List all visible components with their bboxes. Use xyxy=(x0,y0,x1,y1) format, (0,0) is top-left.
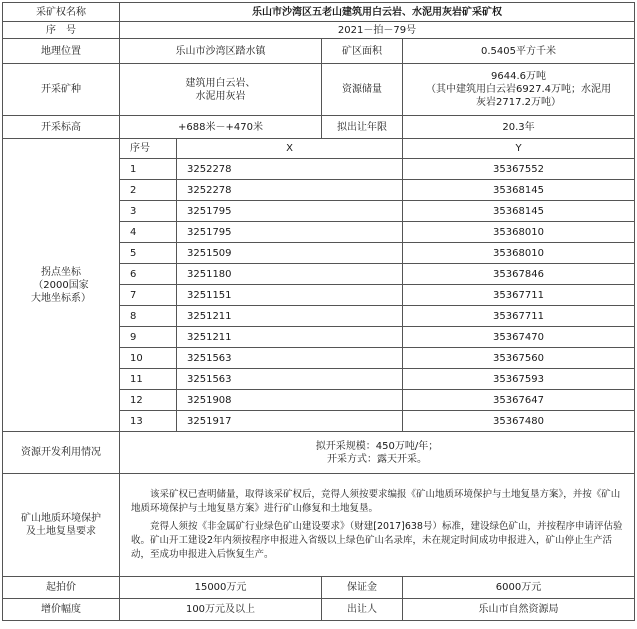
value-area: 0.5405平方千米 xyxy=(403,39,635,64)
coord-y: 35368010 xyxy=(403,243,635,264)
value-environment xyxy=(120,474,635,577)
value-seq: 2021－拍－79号 xyxy=(120,22,635,39)
label-reserves: 资源储量 xyxy=(322,64,403,116)
coord-seq: 11 xyxy=(120,369,177,390)
coord-seq: 6 xyxy=(120,264,177,285)
coord-seq: 8 xyxy=(120,306,177,327)
label-deposit: 保证金 xyxy=(322,577,403,599)
value-term: 20.3年 xyxy=(403,116,635,139)
coord-y: 35367647 xyxy=(403,390,635,411)
coord-seq: 9 xyxy=(120,327,177,348)
label-coords: 拐点坐标 （2000国家 大地坐标系） xyxy=(3,139,120,432)
label-term: 拟出让年限 xyxy=(322,116,403,139)
value-mine-name: 乐山市沙湾区五老山建筑用白云岩、水泥用灰岩矿采矿权 xyxy=(120,3,635,22)
value-resource-use: 拟开采规模：450万吨/年； 开采方式：露天开采。 xyxy=(120,432,635,474)
label-start-price: 起拍价 xyxy=(3,577,120,599)
coord-y: 35367470 xyxy=(403,327,635,348)
coord-y: 35368010 xyxy=(403,222,635,243)
value-reserves: 9644.6万吨 （其中建筑用白云岩6927.4万吨；水泥用 灰岩2717.2万吨） xyxy=(403,64,635,116)
coord-x: 3252278 xyxy=(177,159,403,180)
coord-header-y: Y xyxy=(403,139,635,159)
label-elevation: 开采标高 xyxy=(3,116,120,139)
coord-seq: 13 xyxy=(120,411,177,432)
coord-x: 3251795 xyxy=(177,201,403,222)
coord-x: 3251509 xyxy=(177,243,403,264)
label-mine-name: 采矿权名称 xyxy=(3,3,120,22)
value-increment: 100万元及以上 xyxy=(120,599,322,621)
label-increment: 增价幅度 xyxy=(3,599,120,621)
coord-seq: 4 xyxy=(120,222,177,243)
coord-seq: 10 xyxy=(120,348,177,369)
coord-y: 35367593 xyxy=(403,369,635,390)
coord-x: 3251211 xyxy=(177,327,403,348)
label-mineral: 开采矿种 xyxy=(3,64,120,116)
coord-seq: 12 xyxy=(120,390,177,411)
value-deposit: 6000万元 xyxy=(403,577,635,599)
label-seq: 序 号 xyxy=(3,22,120,39)
coord-header-x: X xyxy=(177,139,403,159)
coord-x: 3252278 xyxy=(177,180,403,201)
coord-y: 35368145 xyxy=(403,180,635,201)
value-mineral: 建筑用白云岩、 水泥用灰岩 xyxy=(120,64,322,116)
coord-seq: 1 xyxy=(120,159,177,180)
coord-y: 35367560 xyxy=(403,348,635,369)
coord-x: 3251211 xyxy=(177,306,403,327)
coord-y: 35367711 xyxy=(403,285,635,306)
coord-y: 35367711 xyxy=(403,306,635,327)
coord-seq: 2 xyxy=(120,180,177,201)
coord-y: 35367552 xyxy=(403,159,635,180)
coord-x: 3251917 xyxy=(177,411,403,432)
coord-y: 35367846 xyxy=(403,264,635,285)
coord-y: 35368145 xyxy=(403,201,635,222)
label-location: 地理位置 xyxy=(3,39,120,64)
coord-x: 3251151 xyxy=(177,285,403,306)
coord-x: 3251563 xyxy=(177,348,403,369)
coord-seq: 3 xyxy=(120,201,177,222)
environment-paragraph-2: 竞得人须按《非金属矿行业绿色矿山建设要求》（财建[2017]638号）标准，建设绿色矿山，并按程序申请评估验收。矿山开工建设2年内须按程序申报进入省级以上绿色矿山名录库，未在规定时间成功申报进入，矿山停止生产活动，至成功申报进入后恢复生产。 xyxy=(131,521,623,560)
coord-y: 35367480 xyxy=(403,411,635,432)
value-location: 乐山市沙湾区踏水镇 xyxy=(120,39,322,64)
coord-seq: 7 xyxy=(120,285,177,306)
label-area: 矿区面积 xyxy=(322,39,403,64)
label-resource-use: 资源开发利用情况 xyxy=(3,432,120,474)
value-seller: 乐山市自然资源局 xyxy=(403,599,635,621)
label-seller: 出让人 xyxy=(322,599,403,621)
auction-info-table xyxy=(2,2,635,621)
value-start-price: 15000万元 xyxy=(120,577,322,599)
coord-x: 3251795 xyxy=(177,222,403,243)
label-environment: 矿山地质环境保护 及土地复垦要求 xyxy=(3,474,120,577)
coord-header-seq: 序号 xyxy=(120,139,177,159)
coord-x: 3251563 xyxy=(177,369,403,390)
coord-seq: 5 xyxy=(120,243,177,264)
environment-paragraph-1: 该采矿权已查明储量，取得该采矿权后，竞得人须按要求编报《矿山地质环境保护与土地复垦方案》，并按《矿山地质环境保护与土地复垦方案》进行矿山修复和土地复垦。 xyxy=(131,489,621,514)
coord-x: 3251180 xyxy=(177,264,403,285)
value-elevation: +688米－+470米 xyxy=(120,116,322,139)
coord-x: 3251908 xyxy=(177,390,403,411)
